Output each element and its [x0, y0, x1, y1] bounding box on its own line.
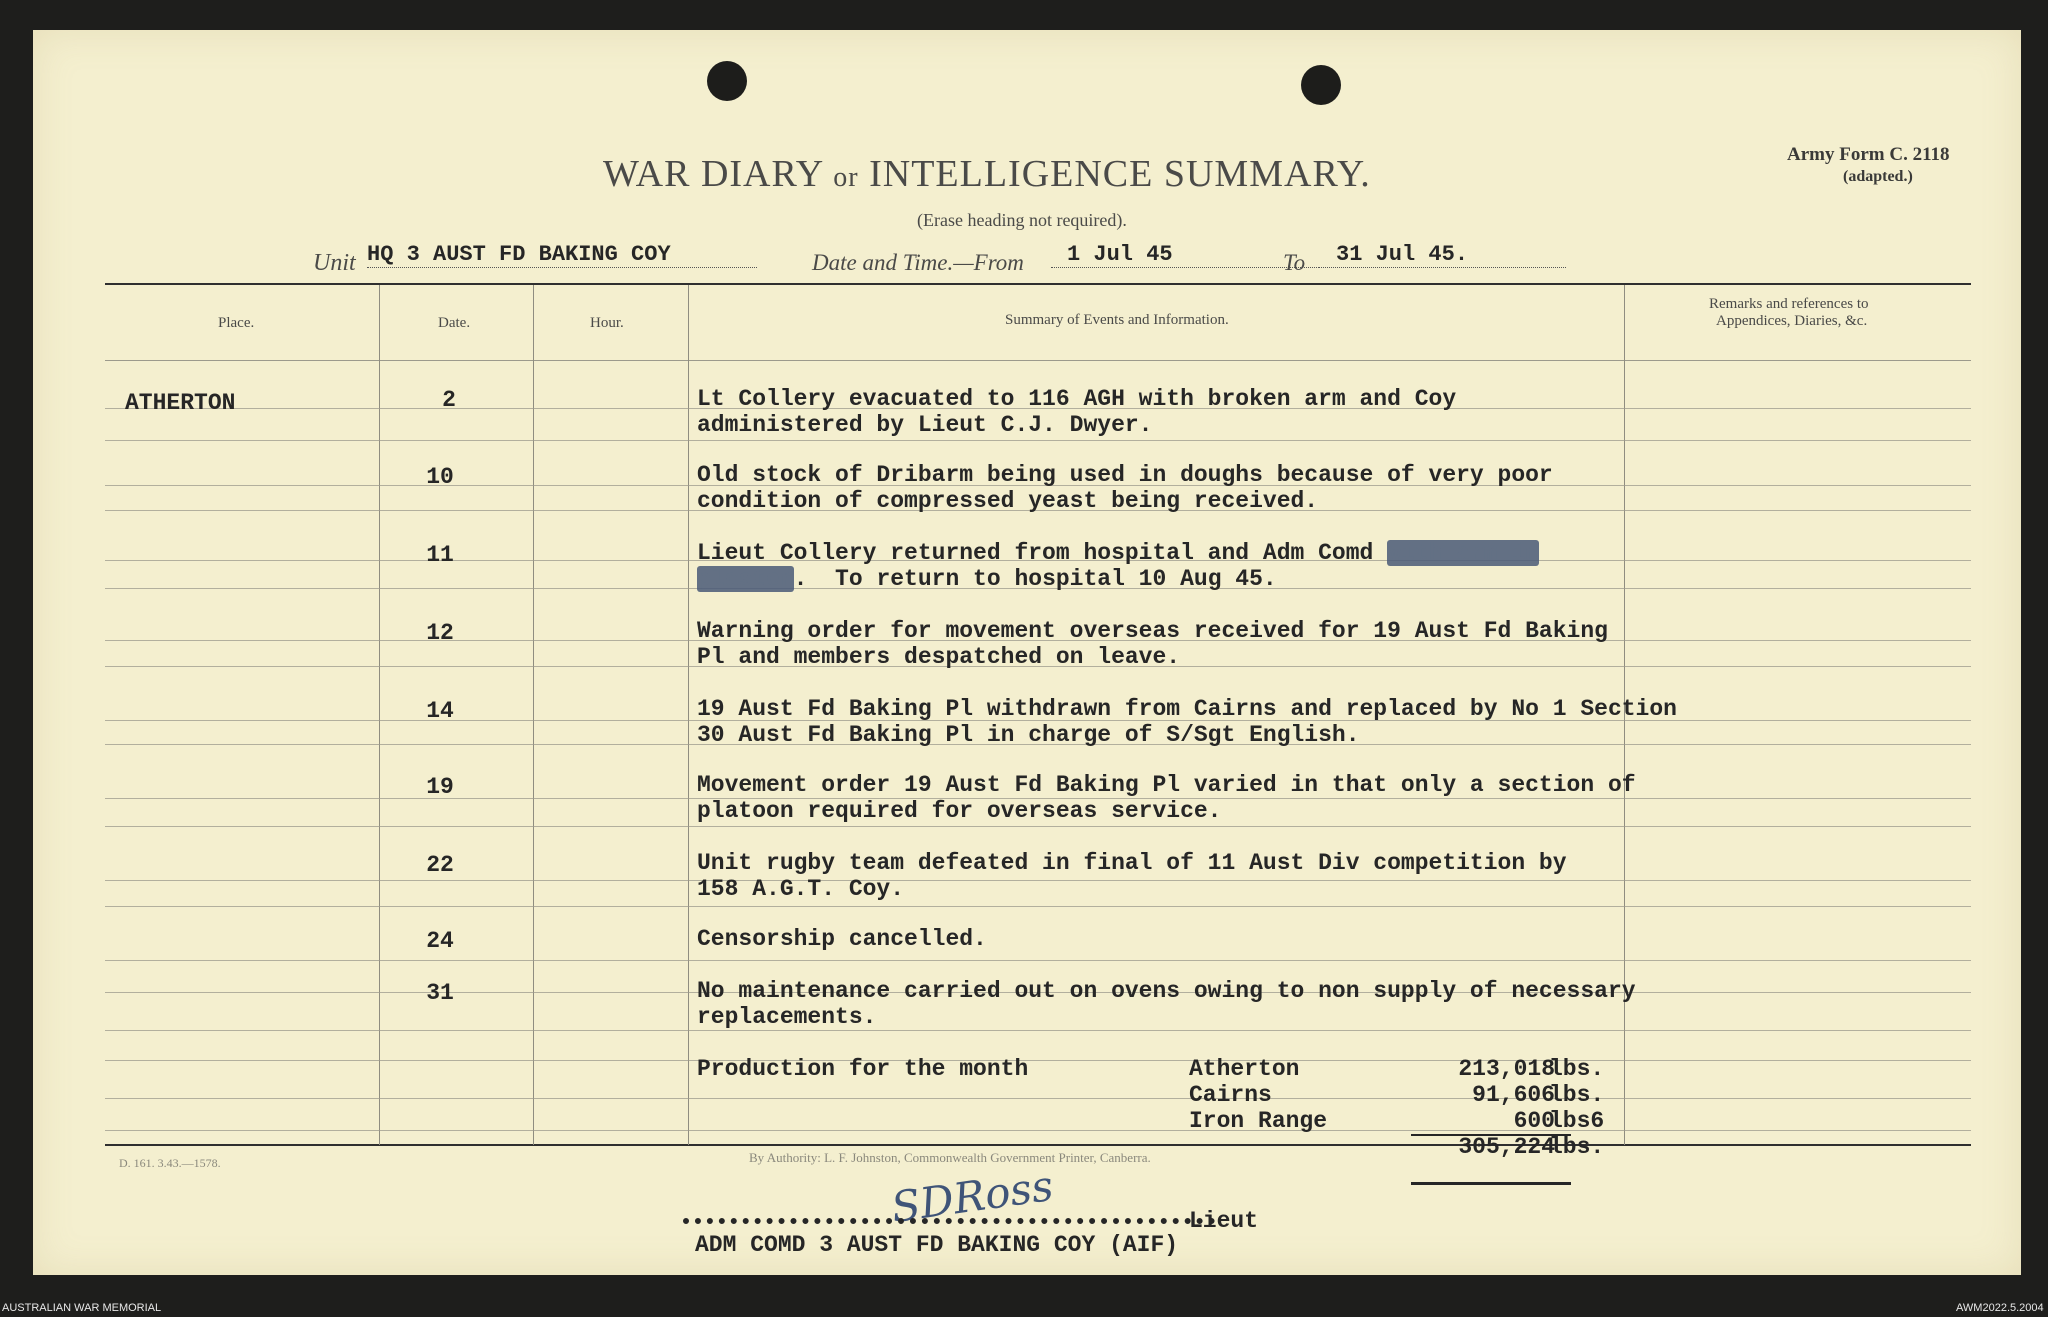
entry-place: ATHERTON	[125, 390, 236, 416]
ruled-line	[105, 1060, 1971, 1061]
unit-value: HQ 3 AUST FD BAKING COY	[367, 242, 757, 268]
entry-line: 158 A.G.T. Coy.	[697, 876, 905, 902]
header-place: Place.	[218, 315, 255, 331]
ruled-line	[105, 1098, 1971, 1099]
col-divider-date	[533, 285, 534, 1145]
table-bottom-rule	[105, 1144, 1971, 1146]
header-remarks-2: Appendices, Diaries, &c.	[1716, 313, 1868, 329]
entry-line: platoon required for overseas service.	[697, 798, 1222, 824]
entry-line: administered by Lieut C.J. Dwyer.	[697, 412, 1153, 438]
entry-date: 12	[426, 620, 454, 646]
entry-line: Old stock of Dribarm being used in doughs because of very poor	[697, 462, 1553, 488]
ruled-line	[105, 1030, 1971, 1031]
authority-line: By Authority: L. F. Johnston, Commonwealth Government Printer, Canberra.	[749, 1150, 1151, 1165]
production-unit: lbs6	[1549, 1108, 1605, 1134]
entry-date: 11	[426, 542, 454, 568]
diary-sheet	[33, 30, 2021, 1275]
production-unit: lbs.	[1549, 1056, 1605, 1082]
date-time-label: Date and Time.—From	[812, 250, 1024, 275]
punch-hole-left	[707, 61, 747, 101]
production-total-unit: lbs.	[1549, 1134, 1605, 1160]
col-divider-place	[379, 285, 380, 1145]
header-bottom-rule	[105, 360, 1971, 361]
production-total: 305,224	[1458, 1134, 1555, 1160]
to-label: To	[1283, 250, 1306, 275]
archive-credit-right: AWM2022.5.2004	[1956, 1302, 2044, 1314]
production-amount: 91,606	[1472, 1082, 1555, 1108]
entry-line	[697, 540, 1539, 566]
army-form-adapted: (adapted.)	[1843, 168, 1913, 185]
signature-rank: Lieut	[1189, 1208, 1259, 1234]
ruled-line	[105, 880, 1971, 881]
ruled-line	[105, 1130, 1971, 1131]
entry-date: 31	[426, 980, 454, 1006]
entry-line: 30 Aust Fd Baking Pl in charge of S/Sgt English.	[697, 722, 1360, 748]
entry-line: condition of compressed yeast being received.	[697, 488, 1319, 514]
ruled-line	[105, 440, 1971, 441]
entry-line	[697, 566, 1277, 592]
date-from: 1 Jul 45	[1051, 242, 1319, 268]
signature-dotted-line	[683, 1218, 1215, 1224]
production-unit: lbs.	[1549, 1082, 1605, 1108]
struck-out-text: with arm in	[1387, 540, 1539, 566]
header-summary: Summary of Events and Information.	[1005, 312, 1229, 328]
production-label: Production for the month	[697, 1056, 1029, 1082]
entry-date: 22	[426, 852, 454, 878]
production-place: Iron Range	[1189, 1108, 1328, 1134]
entry-date: 14	[426, 698, 454, 724]
entry-date: 10	[426, 464, 454, 490]
army-form-number: Army Form C. 2118	[1787, 144, 1950, 165]
signatory-title: ADM COMD 3 AUST FD BAKING COY (AIF)	[695, 1232, 1179, 1258]
entry-line: Warning order for movement overseas received for 19 Aust Fd Baking	[697, 618, 1608, 644]
erase-note: (Erase heading not required).	[917, 210, 1127, 230]
header-date: Date.	[438, 315, 471, 331]
entry-date: 2	[442, 387, 456, 413]
ruled-line	[105, 826, 1971, 827]
entry-line: Movement order 19 Aust Fd Baking Pl varied in that only a section of	[697, 772, 1636, 798]
punch-hole-right	[1301, 65, 1341, 105]
col-divider-hour	[688, 285, 689, 1145]
signature: SDRoss	[888, 1160, 1057, 1233]
entry-text: Lieut Collery returned from hospital and Adm Comd	[697, 540, 1374, 566]
production-amount: 600	[1513, 1108, 1555, 1134]
entry-line: 19 Aust Fd Baking Pl withdrawn from Cairns and replaced by No 1 Section	[697, 696, 1677, 722]
entry-line: No maintenance carried out on ovens owing to non supply of necessary	[697, 978, 1636, 1004]
entry-line: replacements.	[697, 1004, 877, 1030]
struck-out-text: plaster	[697, 566, 794, 592]
form-title	[603, 152, 1371, 196]
ruled-line	[105, 906, 1971, 907]
archive-credit-left: AUSTRALIAN WAR MEMORIAL	[2, 1302, 162, 1314]
entry-date: 24	[426, 928, 454, 954]
total-double-underline	[1411, 1182, 1571, 1185]
production-place: Atherton	[1189, 1056, 1300, 1082]
production-place: Cairns	[1189, 1082, 1272, 1108]
entry-line: Pl and members despatched on leave.	[697, 644, 1181, 670]
entry-text: . To return to hospital 10 Aug 45.	[793, 566, 1277, 592]
title-intelligence-summary: INTELLIGENCE SUMMARY.	[869, 153, 1371, 195]
production-amount: 213,018	[1458, 1056, 1555, 1082]
date-to: 31 Jul 45.	[1318, 242, 1566, 268]
title-war-diary: WAR DIARY	[603, 153, 823, 195]
entry-date: 19	[426, 774, 454, 800]
entry-line: Unit rugby team defeated in final of 11 Aust Div competition by	[697, 850, 1567, 876]
entry-line: Lt Collery evacuated to 116 AGH with broken arm and Coy	[697, 386, 1457, 412]
entry-line: Censorship cancelled.	[697, 926, 987, 952]
header-hour: Hour.	[590, 315, 624, 331]
print-code: D. 161. 3.43.—1578.	[119, 1156, 221, 1170]
header-remarks-1: Remarks and references to	[1709, 296, 1869, 312]
title-or: or	[833, 162, 859, 193]
ruled-line	[105, 960, 1971, 961]
table-top-rule	[105, 283, 1971, 285]
unit-label: Unit	[313, 250, 356, 276]
